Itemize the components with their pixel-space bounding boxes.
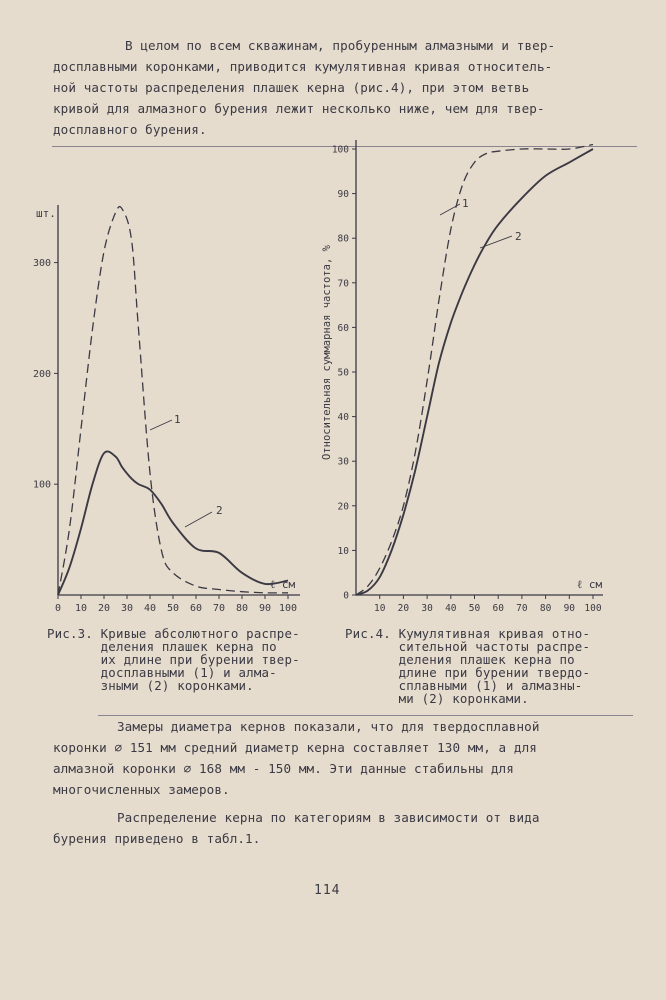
caption-line: зными (2) коронками. <box>47 678 254 693</box>
x-tick-label: 30 <box>421 603 433 614</box>
text-line: бурения приведено в табл.1. <box>53 831 261 846</box>
curve-1-label: 1 <box>462 197 469 210</box>
x-tick-label: 100 <box>278 603 298 614</box>
text-line: В целом по всем скважинам, пробуренным алмазными и твер- <box>125 38 556 53</box>
y-tick-label: 10 <box>337 545 349 557</box>
caption-line: сительной частоты распре- <box>345 639 591 654</box>
x-unit-label: ℓ см <box>270 578 296 591</box>
curve-1-leader <box>440 204 460 215</box>
y-tick-group <box>332 145 356 602</box>
text-line: коронки ∅ 151 мм средний диаметр керна составляет 130 мм, а для <box>53 740 537 755</box>
caption-line: деления плашек керна по <box>47 639 277 654</box>
caption-line: Рис.4. Кумулятивная кривая отно- <box>345 626 591 641</box>
x-tick-label: 50 <box>468 603 481 614</box>
caption-line: сплавными (1) и алмазны- <box>345 678 583 693</box>
x-tick-label: 90 <box>258 603 272 614</box>
page-number: 114 <box>314 883 341 898</box>
x-tick-label: 90 <box>563 603 576 614</box>
series-2-line <box>356 149 593 595</box>
x-tick-label: 30 <box>120 603 134 614</box>
figure-3-caption <box>47 627 300 692</box>
x-tick-label: 40 <box>143 603 157 614</box>
y-tick-label: 60 <box>337 322 349 334</box>
y-tick-label: 200 <box>32 368 51 380</box>
x-tick-group <box>374 595 602 614</box>
text-line: досплавными коронками, приводится кумулятивная кривая относитель- <box>53 59 553 74</box>
text-line: досплавного бурения. <box>53 122 207 137</box>
caption-line: их длине при бурении твер- <box>47 652 300 667</box>
y-tick-label: 80 <box>337 233 349 245</box>
x-tick-label: 100 <box>584 603 602 614</box>
y-tick-label: 20 <box>337 501 349 513</box>
x-tick-label: 20 <box>397 603 410 614</box>
curve-2-label: 2 <box>515 230 522 243</box>
x-tick-label: 10 <box>373 603 386 614</box>
x-tick-label: 10 <box>74 603 88 614</box>
series-group <box>356 145 593 596</box>
text-line: Распределение керна по категориям в зависимости от вида <box>117 810 540 825</box>
curve-2-label: 2 <box>216 504 223 517</box>
diameter-paragraph <box>53 716 540 800</box>
text-line: Замеры диаметра кернов показали, что для твердосплавной <box>117 719 540 734</box>
text-line: алмазной коронки ∅ 168 мм - 150 мм. Эти данные стабильны для <box>53 761 514 776</box>
figure-4-axes <box>356 140 603 595</box>
text-line: многочисленных замеров. <box>53 782 230 797</box>
x-tick-label: 60 <box>189 603 203 614</box>
y-tick-label: 90 <box>337 189 349 201</box>
x-tick-label: 20 <box>97 603 111 614</box>
x-tick-label: 40 <box>445 603 457 614</box>
distribution-paragraph <box>53 807 540 849</box>
caption-line: досплавными (1) и алма- <box>47 665 277 680</box>
curve-1-label: 1 <box>174 413 181 426</box>
x-tick-label: 80 <box>539 603 552 614</box>
x-tick-label: 60 <box>492 603 504 614</box>
y-tick-label: 100 <box>331 144 349 156</box>
x-unit-label: ℓ см <box>577 578 603 591</box>
text-line: кривой для алмазного бурения лежит несколько ниже, чем для твер- <box>53 101 545 116</box>
y-tick-label: 100 <box>32 479 51 491</box>
curve-2-leader <box>480 236 512 248</box>
y-tick-label: 70 <box>337 278 349 290</box>
x-tick-label: 0 <box>54 603 62 614</box>
y-tick-label: 300 <box>32 258 51 270</box>
x-tick-label: 50 <box>166 603 180 614</box>
x-tick-label: 70 <box>516 603 528 614</box>
figure-4-caption <box>345 627 590 705</box>
caption-line: деления плашек керна по <box>345 652 575 667</box>
text-line: ной частоты распределения плашек керна (рис.4), при этом ветвь <box>53 80 530 95</box>
y-tick-label: 0 <box>343 590 349 602</box>
y-axis-title: Относительная суммарная частота, % <box>321 245 333 460</box>
caption-line: Рис.3. Кривые абсолютного распре- <box>47 626 300 641</box>
x-tick-label: 70 <box>212 603 226 614</box>
y-tick-label: 40 <box>337 412 349 424</box>
caption-line: ми (2) коронками. <box>345 691 529 706</box>
y-tick-label: 30 <box>337 456 349 468</box>
y-tick-label: 50 <box>337 367 349 379</box>
x-tick-label: 80 <box>235 603 249 614</box>
caption-line: длине при бурении твердо- <box>345 665 591 680</box>
y-unit-label: шт. <box>36 207 56 220</box>
series-1-line <box>356 145 593 596</box>
